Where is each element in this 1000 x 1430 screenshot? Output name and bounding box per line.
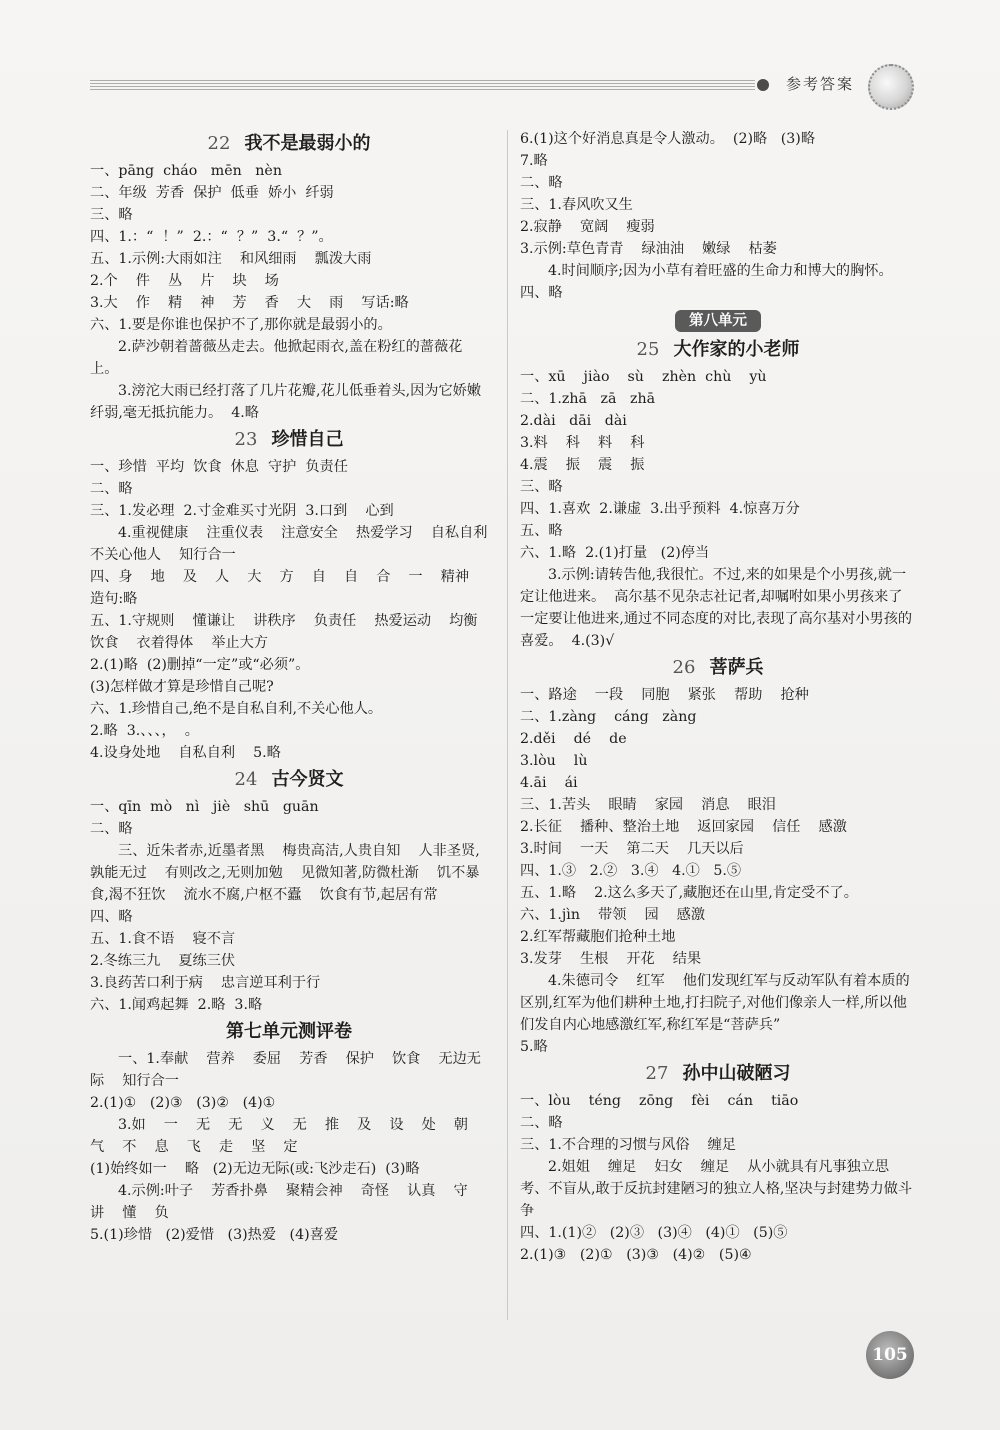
answer-line: 6.(1)这个好消息真是令人激动。 (2)略 (3)略 bbox=[520, 131, 816, 147]
lesson-title bbox=[90, 424, 488, 456]
answer-line: 4.震 振 震 振 bbox=[520, 457, 645, 473]
lesson-title bbox=[90, 1016, 488, 1048]
globe-icon bbox=[868, 64, 914, 110]
answer-line: 三、略 bbox=[90, 207, 133, 223]
answer-line: 2.dài dāi dài bbox=[520, 413, 627, 429]
lesson-title-text: 珍惜自己 bbox=[271, 429, 344, 450]
answer-line: 四、身 地 及 人 大 方 自 自 合 一 精神 造句:略 bbox=[90, 569, 488, 607]
answer-line: 2.个 件 丛 片 块 场 bbox=[90, 273, 279, 289]
answer-line: 四、1.喜欢 2.谦虚 3.出乎预料 4.惊喜万分 bbox=[520, 501, 800, 517]
answer-line: 二、1.zàng cáng zàng bbox=[520, 709, 697, 725]
lesson-title-text: 古今贤文 bbox=[271, 769, 344, 790]
answer-line: 二、年级 芳香 保护 低垂 娇小 纤弱 bbox=[90, 185, 334, 201]
answer-line: 2.红军帮藏胞们抢种土地 bbox=[520, 929, 676, 945]
lesson-number: 25 bbox=[636, 339, 660, 360]
lesson-title-text: 大作家的小老师 bbox=[673, 339, 800, 360]
lesson-title bbox=[90, 128, 488, 160]
answer-line: 3.发芽 生根 开花 结果 bbox=[520, 951, 702, 967]
answer-line: 三、1.发必理 2.寸金难买寸光阴 3.口到 心到 bbox=[90, 503, 394, 519]
answer-line: 二、1.zhā zā zhā bbox=[520, 391, 656, 407]
answer-line: 3.如 一 无 无 义 无 推 及 设 处 朝 气 不 息 飞 走 坚 定 bbox=[90, 1117, 487, 1155]
answer-line: 五、1.食不语 寝不言 bbox=[90, 931, 236, 947]
answer-line: 3.料 科 料 科 bbox=[520, 435, 645, 451]
answer-line: 四、略 bbox=[90, 909, 133, 925]
answer-line: 一、pāng cháo mēn nèn bbox=[90, 163, 282, 179]
answer-line: 五、1.守规则 懂谦让 讲秩序 负责任 热爱运动 均衡饮食 衣着得体 举止大方 bbox=[90, 613, 478, 651]
answer-line: 一、珍惜 平均 饮食 休息 守护 负责任 bbox=[90, 459, 348, 475]
answer-line: 三、1.苦头 眼睛 家园 消息 眼泪 bbox=[520, 797, 776, 813]
lesson-number: 23 bbox=[234, 429, 258, 450]
header-title: 参考答案 bbox=[786, 75, 855, 93]
answer-line: 2.略 3.、、、， 。 bbox=[90, 723, 199, 739]
answer-line: 3.时间 一天 第二天 几天以后 bbox=[520, 841, 744, 857]
answer-line: 2.(1)① (2)③ (3)② (4)① bbox=[90, 1095, 276, 1111]
answer-line: 一、路途 一段 同胞 紧张 帮助 抢种 bbox=[520, 687, 809, 703]
answer-line: 3.lòu lù bbox=[520, 753, 588, 769]
answer-line: 2.冬练三九 夏练三伏 bbox=[90, 953, 236, 969]
answer-line: 4.朱德司令 红军 他们发现红军与反动军队有着本质的区别,红军为他们耕种土地,打扫院子,对他们像亲人一样,所以他们发自内心地感激红军,称红军是“菩萨兵” bbox=[520, 973, 910, 1033]
lesson-number: 22 bbox=[207, 133, 231, 154]
page-number: 105 bbox=[866, 1331, 914, 1379]
lesson-title bbox=[520, 1058, 916, 1090]
lesson-number: 27 bbox=[645, 1063, 669, 1084]
answer-line: 7.略 bbox=[520, 153, 548, 169]
column-divider bbox=[507, 130, 508, 1320]
lesson-title bbox=[90, 764, 488, 796]
answer-line: 2.(1)略 (2)删掉“一定”或“必须”。 bbox=[90, 657, 310, 673]
answer-line: 2.姐姐 缠足 妇女 缠足 从小就具有凡事独立思考、不盲从,敢于反抗封建陋习的独立人格,坚决与封建势力做斗争 bbox=[520, 1159, 913, 1219]
lesson-title bbox=[520, 334, 916, 366]
answer-line: 四、1.③ 2.② 3.④ 4.① 5.⑤ bbox=[520, 863, 742, 879]
answer-line: 四、1.：“ ！” 2.：“ ？” 3.“ ？”。 bbox=[90, 229, 333, 245]
answer-line: 六、1.略 2.(1)打量 (2)停当 bbox=[520, 545, 710, 561]
answer-line: 一、xū jiào sù zhèn chù yù bbox=[520, 369, 767, 385]
answer-line: 一、lòu téng zōng fèi cán tiāo bbox=[520, 1093, 799, 1109]
answer-line: 2.长征 播种、整治土地 返回家园 信任 感激 bbox=[520, 819, 847, 835]
answer-line: 六、1.闻鸡起舞 2.略 3.略 bbox=[90, 997, 263, 1013]
answer-line: 2.(1)③ (2)① (3)③ (4)② (5)④ bbox=[520, 1247, 752, 1263]
answer-line: 4.示例:叶子 芳香扑鼻 聚精会神 奇怪 认真 守 讲 懂 负 bbox=[90, 1183, 486, 1221]
answer-line: 2.萨沙朝着蔷薇丛走去。他掀起雨衣,盖在粉红的蔷薇花上。 bbox=[90, 339, 463, 377]
answer-line: 4.设身处地 自私自利 5.略 bbox=[90, 745, 281, 761]
answer-line: 四、略 bbox=[520, 285, 563, 301]
answer-line: 3.良药苦口利于病 忠言逆耳利于行 bbox=[90, 975, 321, 991]
answer-line: 2.děi dé de bbox=[520, 731, 627, 747]
answer-line: 六、1.珍惜自己,绝不是自私自利,不关心他人。 bbox=[90, 701, 383, 717]
answer-line: 二、略 bbox=[520, 175, 563, 191]
answer-line: 一、1.奉献 营养 委屈 芳香 保护 饮食 无边无际 知行合一 bbox=[90, 1051, 481, 1089]
lesson-title-text: 菩萨兵 bbox=[709, 657, 764, 678]
left-column bbox=[90, 128, 506, 1246]
unit-badge: 第八单元 bbox=[675, 310, 761, 332]
answer-line: 一、qīn mò nì jiè shū guān bbox=[90, 799, 319, 815]
answer-line: 3.示例:草色青青 绿油油 嫩绿 枯萎 bbox=[520, 241, 777, 257]
answer-line: 4.āi ái bbox=[520, 775, 578, 791]
answer-line: 三、1.不合理的习惯与风俗 缠足 bbox=[520, 1137, 737, 1153]
answer-line: 5.(1)珍惜 (2)爱惜 (3)热爱 (4)喜爱 bbox=[90, 1227, 339, 1243]
answer-line: 3.大 作 精 神 芳 香 大 雨 写话:略 bbox=[90, 295, 409, 311]
answer-line: 五、略 bbox=[520, 523, 563, 539]
answer-line: 4.重视健康 注重仪表 注意安全 热爱学习 自私自利 不关心他人 知行合一 bbox=[90, 525, 506, 563]
answer-line: 三、近朱者赤,近墨者黑 梅贵高洁,人贵自知 人非圣贤,孰能无过 有则改之,无则加勉 见微知著,防微杜渐 饥不暴食,渴不狂饮 流水不腐,户枢不蠹 饮食有节,起居有常 bbox=[90, 843, 480, 903]
answer-line: 四、1.(1)② (2)③ (3)④ (4)① (5)⑤ bbox=[520, 1225, 788, 1241]
answer-line: (3)怎样做才算是珍惜自己呢? bbox=[90, 679, 274, 695]
answer-line: 2.寂静 宽阔 瘦弱 bbox=[520, 219, 655, 235]
answer-line: (1)始终如一 略 (2)无边无际(或:飞沙走石) (3)略 bbox=[90, 1161, 420, 1177]
answer-line: 五、1.示例:大雨如注 和风细雨 瓢泼大雨 bbox=[90, 251, 372, 267]
answer-line: 二、略 bbox=[520, 1115, 563, 1131]
answer-line: 3.示例:请转告他,我很忙。不过,来的如果是个小男孩,就一定让他进来。 高尔基不见杂志社记者,却嘱咐如果小男孩来了一定要让他进来,通过不同态度的对比,表现了高尔基对小男孩的喜爱。 4.(3)√ bbox=[520, 567, 913, 649]
answer-line: 3.滂沱大雨已经打落了几片花瓣,花儿低垂着头,因为它娇嫩纤弱,毫无抵抗能力。 4.略 bbox=[90, 383, 482, 421]
answer-line: 4.时间顺序;因为小草有着旺盛的生命力和博大的胸怀。 bbox=[548, 263, 893, 279]
answer-line: 5.略 bbox=[520, 1039, 548, 1055]
answer-line: 三、1.春风吹又生 bbox=[520, 197, 633, 213]
lesson-title-text: 我不是最弱小的 bbox=[244, 133, 371, 154]
answer-line: 六、1.jìn 带领 园 感激 bbox=[520, 907, 706, 923]
answer-line: 六、1.要是你谁也保护不了,那你就是最弱小的。 bbox=[90, 317, 392, 333]
answer-line: 五、1.略 2.这么多天了,藏胞还在山里,肯定受不了。 bbox=[520, 885, 858, 901]
lesson-title-text: 第七单元测评卷 bbox=[226, 1021, 352, 1042]
lesson-number: 26 bbox=[672, 657, 696, 678]
right-column bbox=[520, 128, 916, 1266]
answer-line: 三、略 bbox=[520, 479, 563, 495]
lesson-number: 24 bbox=[234, 769, 258, 790]
header-rule bbox=[90, 80, 755, 90]
lesson-title-text: 孙中山破陋习 bbox=[682, 1063, 791, 1084]
answer-line: 二、略 bbox=[90, 481, 133, 497]
header-bullet-icon bbox=[757, 79, 769, 91]
lesson-title bbox=[520, 652, 916, 684]
answer-line: 二、略 bbox=[90, 821, 133, 837]
